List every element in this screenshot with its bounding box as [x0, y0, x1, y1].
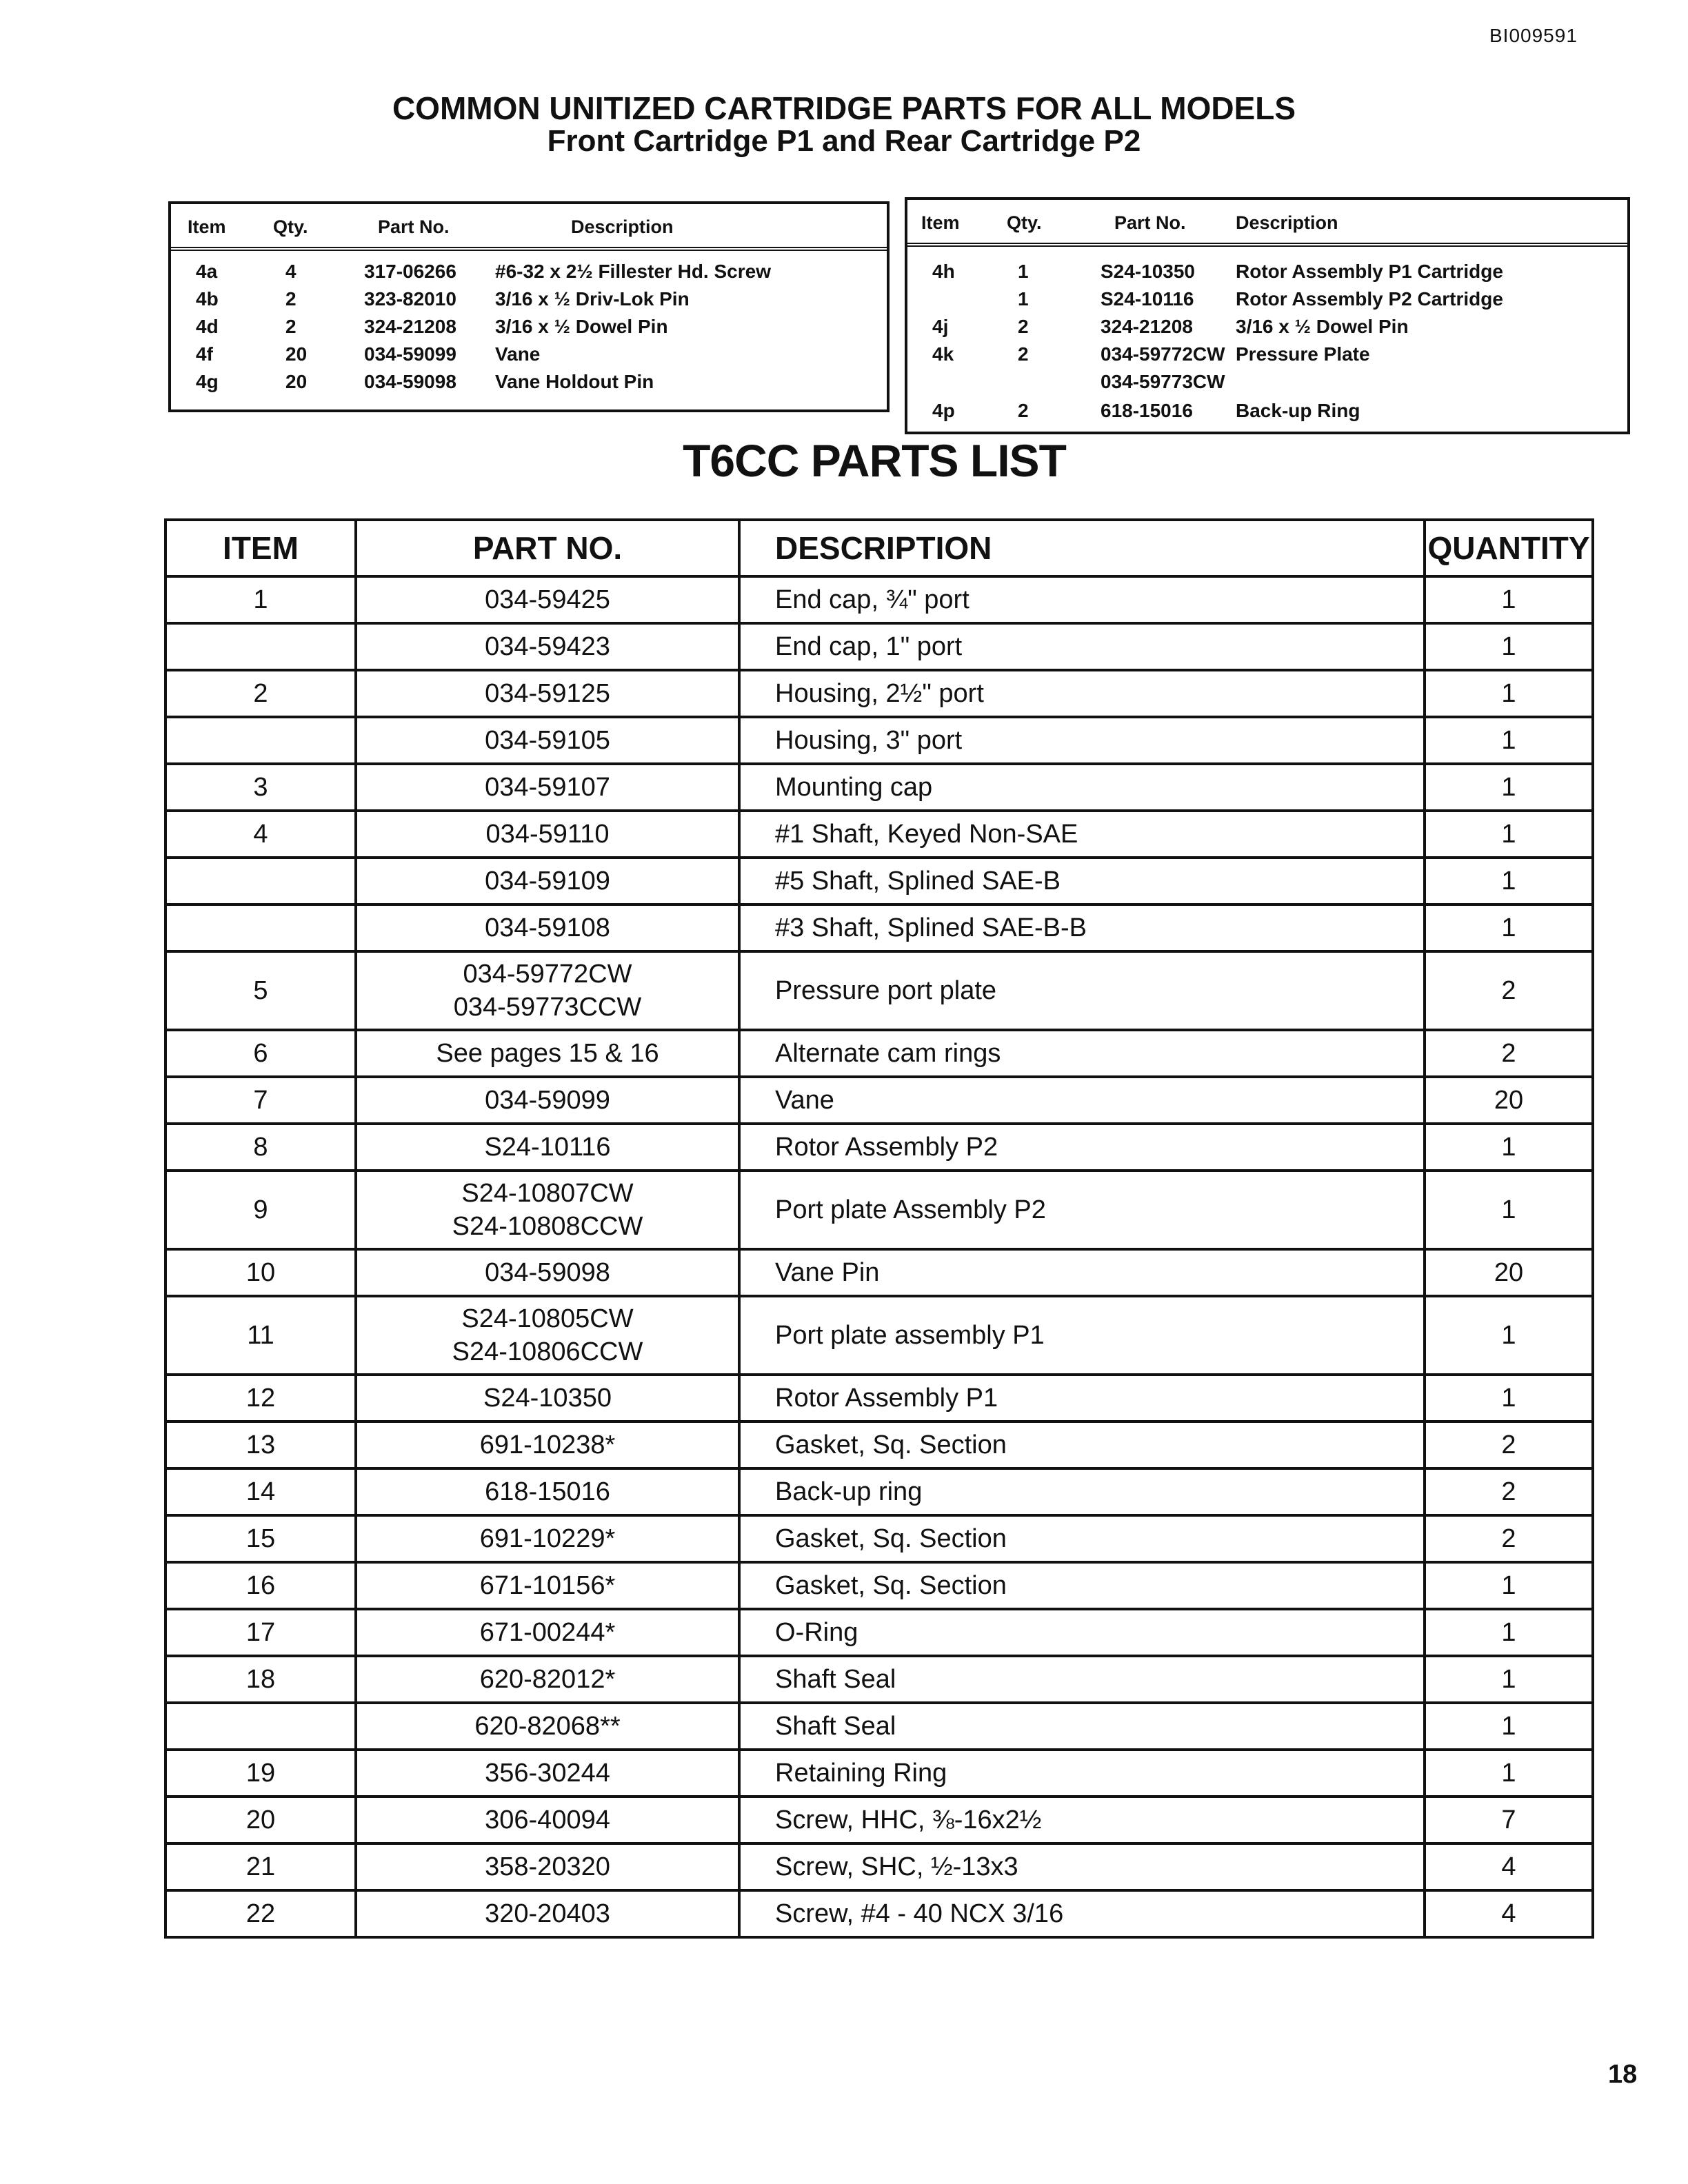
cell-description: End cap, ¾" port: [739, 576, 1425, 623]
cell-part: S24-10116: [1101, 288, 1194, 310]
cell-description: Shaft Seal: [739, 1656, 1425, 1703]
cell-quantity: 1: [1425, 904, 1593, 951]
table-row: [171, 341, 887, 368]
cell-item: [165, 717, 356, 764]
cell-part-no: [356, 1030, 739, 1077]
cell-description: Shaft Seal: [739, 1703, 1425, 1750]
cell-quantity: 1: [1425, 1703, 1593, 1750]
table-row: [165, 1375, 1593, 1422]
part-number: 691-10238*: [479, 1430, 616, 1459]
cell-quantity: 2: [1425, 1030, 1593, 1077]
cartridge-table-left: [168, 201, 890, 412]
cell-description: Screw, #4 - 40 NCX 3/16: [739, 1890, 1425, 1937]
part-number: 306-40094: [485, 1806, 610, 1834]
cell-part: 317-06266: [364, 261, 456, 282]
cell-quantity: 2: [1425, 951, 1593, 1030]
cell-item: 3: [165, 764, 356, 811]
cell-part: 034-59773CW: [1101, 371, 1225, 392]
cell-item: 4: [165, 811, 356, 858]
column-header-qty: Qty.: [1007, 212, 1042, 233]
cell-part-no: [356, 576, 739, 623]
cell-quantity: 1: [1425, 811, 1593, 858]
cell-item: 22: [165, 1890, 356, 1937]
cell-part: 323-82010: [364, 288, 456, 310]
cell-part-no: [356, 858, 739, 904]
column-header-part-no: Part No.: [1114, 212, 1186, 233]
cell-part: 034-59099: [364, 343, 456, 365]
cell-part-no: [356, 1296, 739, 1375]
part-number: S24-10805CW: [461, 1304, 634, 1333]
part-number: 618-15016: [485, 1477, 610, 1506]
cell-desc: Vane Holdout Pin: [495, 371, 654, 392]
table-row: [165, 1562, 1593, 1609]
table-row: [165, 1422, 1593, 1468]
cell-description: Rotor Assembly P1: [739, 1375, 1425, 1422]
table-row: [907, 341, 1627, 368]
cell-item: 16: [165, 1562, 356, 1609]
table-row: [171, 313, 887, 341]
table-row: [165, 1171, 1593, 1249]
cell-description: #3 Shaft, Splined SAE-B-B: [739, 904, 1425, 951]
part-number: 034-59423: [485, 632, 610, 661]
cell-desc: 3/16 x ½ Dowel Pin: [1236, 316, 1409, 337]
cell-item: 4p: [932, 400, 955, 421]
cell-description: Pressure port plate: [739, 951, 1425, 1030]
part-number: S24-10116: [484, 1133, 611, 1162]
table-row: [165, 1124, 1593, 1171]
cell-part-no: [356, 811, 739, 858]
cell-quantity: 2: [1425, 1515, 1593, 1562]
cell-desc: Pressure Plate: [1236, 343, 1370, 365]
part-number: 671-00244*: [479, 1618, 616, 1647]
cell-item: 12: [165, 1375, 356, 1422]
column-header-quantity: QUANTITY: [1425, 520, 1593, 576]
table-row: [171, 368, 887, 396]
cell-quantity: 2: [1425, 1422, 1593, 1468]
cell-quantity: 2: [1425, 1468, 1593, 1515]
part-number: 034-59772CW: [463, 960, 632, 989]
table-row: [165, 670, 1593, 717]
cartridge-table-header: [907, 200, 1627, 247]
cell-quantity: 1: [1425, 576, 1593, 623]
table-row: [165, 576, 1593, 623]
cell-item: 8: [165, 1124, 356, 1171]
cell-part-no: [356, 1077, 739, 1124]
cell-description: Gasket, Sq. Section: [739, 1515, 1425, 1562]
parts-list-table: [164, 518, 1594, 1939]
column-header-description: Description: [1236, 212, 1338, 233]
cell-description: Gasket, Sq. Section: [739, 1422, 1425, 1468]
part-number: 034-59108: [485, 913, 610, 942]
cell-item: 4d: [196, 316, 219, 337]
cell-description: Alternate cam rings: [739, 1030, 1425, 1077]
column-header-description: Description: [571, 216, 674, 237]
document-id: BI009591: [1489, 25, 1578, 46]
cell-part-no: [356, 1124, 739, 1171]
table-row: [907, 285, 1627, 313]
cell-item: 15: [165, 1515, 356, 1562]
cell-qty: 2: [285, 288, 297, 310]
part-number: 034-59107: [485, 773, 610, 802]
cell-quantity: 1: [1425, 1562, 1593, 1609]
cell-quantity: 1: [1425, 1124, 1593, 1171]
cell-item: 14: [165, 1468, 356, 1515]
cell-desc: Back-up Ring: [1236, 400, 1360, 421]
parts-list-title: T6CC PARTS LIST: [683, 435, 1066, 486]
cell-description: Port plate Assembly P2: [739, 1171, 1425, 1249]
table-row: [165, 1797, 1593, 1843]
part-number: 358-20320: [485, 1852, 610, 1881]
cell-qty: 20: [285, 371, 308, 392]
cell-qty: 2: [285, 316, 297, 337]
column-header-item: Item: [921, 212, 960, 233]
cell-quantity: 4: [1425, 1843, 1593, 1890]
cell-desc: Rotor Assembly P1 Cartridge: [1236, 261, 1503, 282]
column-header-item: Item: [188, 216, 226, 237]
cell-quantity: 1: [1425, 1750, 1593, 1797]
cell-item: [165, 623, 356, 670]
table-row: [165, 1296, 1593, 1375]
cell-part-no: [356, 1171, 739, 1249]
cell-part-no: [356, 1562, 739, 1609]
cell-item: 6: [165, 1030, 356, 1077]
cell-item: 19: [165, 1750, 356, 1797]
cell-quantity: 1: [1425, 717, 1593, 764]
cell-part-no: [356, 1375, 739, 1422]
table-header-row: [165, 520, 1593, 576]
cell-part: 324-21208: [364, 316, 456, 337]
part-number: 034-59105: [485, 726, 610, 755]
cell-description: Back-up ring: [739, 1468, 1425, 1515]
cell-quantity: 1: [1425, 1609, 1593, 1656]
cell-quantity: 7: [1425, 1797, 1593, 1843]
cell-quantity: 4: [1425, 1890, 1593, 1937]
page-number: 18: [1608, 2060, 1638, 2089]
part-number: 034-59098: [485, 1258, 610, 1287]
cell-description: Housing, 3" port: [739, 717, 1425, 764]
cell-quantity: 20: [1425, 1077, 1593, 1124]
cell-quantity: 1: [1425, 1656, 1593, 1703]
part-number: S24-10807CW: [461, 1179, 634, 1208]
part-number: 034-59109: [485, 867, 610, 896]
cell-part-no: [356, 1750, 739, 1797]
cell-desc: Vane: [495, 343, 541, 365]
cell-desc: Rotor Assembly P2 Cartridge: [1236, 288, 1503, 310]
cell-description: Retaining Ring: [739, 1750, 1425, 1797]
cell-item: 9: [165, 1171, 356, 1249]
cell-quantity: 1: [1425, 623, 1593, 670]
cell-part-no: [356, 1468, 739, 1515]
cell-item: 10: [165, 1249, 356, 1296]
cell-quantity: 1: [1425, 670, 1593, 717]
table-row: [165, 1249, 1593, 1296]
cell-item: [165, 1703, 356, 1750]
part-number: 034-59099: [485, 1086, 610, 1115]
cell-item: 4k: [932, 343, 954, 365]
column-header-item: ITEM: [165, 520, 356, 576]
cell-item: 7: [165, 1077, 356, 1124]
table-row: [165, 1030, 1593, 1077]
part-number: 034-59425: [485, 585, 610, 614]
cell-quantity: 1: [1425, 764, 1593, 811]
cell-part: 618-15016: [1101, 400, 1193, 421]
table-row: [165, 1703, 1593, 1750]
table-row: [907, 368, 1627, 396]
cell-qty: 1: [1018, 261, 1029, 282]
table-row: [165, 1077, 1593, 1124]
cell-item: 2: [165, 670, 356, 717]
cell-item: 20: [165, 1797, 356, 1843]
cell-qty: 20: [285, 343, 308, 365]
cell-description: Screw, SHC, ½-13x3: [739, 1843, 1425, 1890]
part-number: 356-30244: [485, 1759, 610, 1788]
cell-item: 4a: [196, 261, 218, 282]
column-header-qty: Qty.: [273, 216, 308, 237]
cell-desc: 3/16 x ½ Dowel Pin: [495, 316, 668, 337]
cell-description: Mounting cap: [739, 764, 1425, 811]
table-row: [171, 285, 887, 313]
part-number: 620-82012*: [479, 1665, 616, 1694]
part-number-alt: 034-59773CCW: [453, 993, 642, 1022]
cell-description: Rotor Assembly P2: [739, 1124, 1425, 1171]
cell-description: Screw, HHC, ⅜-16x2½: [739, 1797, 1425, 1843]
cell-qty: 4: [285, 261, 297, 282]
cell-item: 4h: [932, 261, 955, 282]
column-header-description: DESCRIPTION: [739, 520, 1425, 576]
part-number: 034-59125: [485, 679, 610, 708]
part-number-alt: S24-10808CCW: [452, 1212, 643, 1241]
cell-part-no: [356, 764, 739, 811]
cell-description: Gasket, Sq. Section: [739, 1562, 1425, 1609]
cell-quantity: 1: [1425, 1296, 1593, 1375]
part-number: 620-82068**: [474, 1712, 621, 1741]
cell-part-no: [356, 1656, 739, 1703]
cell-item: 5: [165, 951, 356, 1030]
cell-quantity: 1: [1425, 1171, 1593, 1249]
table-row: [907, 397, 1627, 425]
cell-quantity: 20: [1425, 1249, 1593, 1296]
table-row: [165, 1609, 1593, 1656]
cell-item: [165, 904, 356, 951]
table-row: [907, 313, 1627, 341]
cell-description: O-Ring: [739, 1609, 1425, 1656]
cell-item: 4g: [196, 371, 219, 392]
cell-quantity: 1: [1425, 858, 1593, 904]
cell-part-no: [356, 1890, 739, 1937]
table-row: [165, 1515, 1593, 1562]
part-number: 671-10156*: [479, 1571, 616, 1600]
table-row: [165, 1890, 1593, 1937]
cartridge-table-right: [905, 197, 1630, 434]
cell-part-no: [356, 1249, 739, 1296]
cell-item: 11: [165, 1296, 356, 1375]
part-number: 691-10229*: [479, 1524, 616, 1553]
part-number: 034-59110: [485, 820, 610, 849]
cell-desc: 3/16 x ½ Driv-Lok Pin: [495, 288, 690, 310]
cell-description: Port plate assembly P1: [739, 1296, 1425, 1375]
table-row: [165, 764, 1593, 811]
table-row: [165, 1843, 1593, 1890]
cell-item: 4j: [932, 316, 949, 337]
cell-part: S24-10350: [1101, 261, 1196, 282]
cell-description: #1 Shaft, Keyed Non-SAE: [739, 811, 1425, 858]
cell-item: 1: [165, 576, 356, 623]
cell-desc: #6-32 x 2½ Fillester Hd. Screw: [495, 261, 771, 282]
cell-qty: 2: [1018, 343, 1029, 365]
part-number: See pages 15 & 16: [436, 1039, 659, 1068]
cell-quantity: 1: [1425, 1375, 1593, 1422]
cell-part-no: [356, 1703, 739, 1750]
cell-qty: 1: [1018, 288, 1029, 310]
table-row: [165, 717, 1593, 764]
cell-description: Housing, 2½" port: [739, 670, 1425, 717]
cell-item: [165, 858, 356, 904]
table-row: [165, 1656, 1593, 1703]
cell-description: Vane: [739, 1077, 1425, 1124]
table-row: [165, 951, 1593, 1030]
page-title: COMMON UNITIZED CARTRIDGE PARTS FOR ALL MODELS: [392, 90, 1296, 126]
part-number: S24-10350: [483, 1384, 612, 1413]
cell-part: 034-59772CW: [1101, 343, 1225, 365]
cell-item: 21: [165, 1843, 356, 1890]
table-row: [165, 904, 1593, 951]
cell-item: 18: [165, 1656, 356, 1703]
table-row: [165, 1468, 1593, 1515]
cell-item: 13: [165, 1422, 356, 1468]
cell-part-no: [356, 1797, 739, 1843]
cell-qty: 2: [1018, 316, 1029, 337]
cell-description: #5 Shaft, Splined SAE-B: [739, 858, 1425, 904]
cartridge-table-header: [171, 204, 887, 251]
cell-item: 4b: [196, 288, 219, 310]
cell-part-no: [356, 904, 739, 951]
cell-qty: 2: [1018, 400, 1029, 421]
table-row: [165, 623, 1593, 670]
cell-part: 324-21208: [1101, 316, 1193, 337]
cell-part-no: [356, 623, 739, 670]
page-subtitle: Front Cartridge P1 and Rear Cartridge P2: [547, 124, 1141, 158]
cell-item: 4f: [196, 343, 213, 365]
cell-part-no: [356, 1843, 739, 1890]
table-row: [171, 258, 887, 285]
cell-part: 034-59098: [364, 371, 456, 392]
table-row: [165, 811, 1593, 858]
cell-description: Vane Pin: [739, 1249, 1425, 1296]
cell-part-no: [356, 1422, 739, 1468]
cell-description: End cap, 1" port: [739, 623, 1425, 670]
table-row: [165, 1750, 1593, 1797]
column-header-part-no: Part No.: [378, 216, 450, 237]
cell-part-no: [356, 1515, 739, 1562]
table-row: [907, 258, 1627, 285]
part-number-alt: S24-10806CCW: [452, 1337, 643, 1366]
table-row: [165, 858, 1593, 904]
cell-part-no: [356, 1609, 739, 1656]
column-header-part-no: PART NO.: [356, 520, 739, 576]
cell-part-no: [356, 951, 739, 1030]
cell-item: 17: [165, 1609, 356, 1656]
part-number: 320-20403: [485, 1899, 610, 1928]
cell-part-no: [356, 670, 739, 717]
cell-part-no: [356, 717, 739, 764]
